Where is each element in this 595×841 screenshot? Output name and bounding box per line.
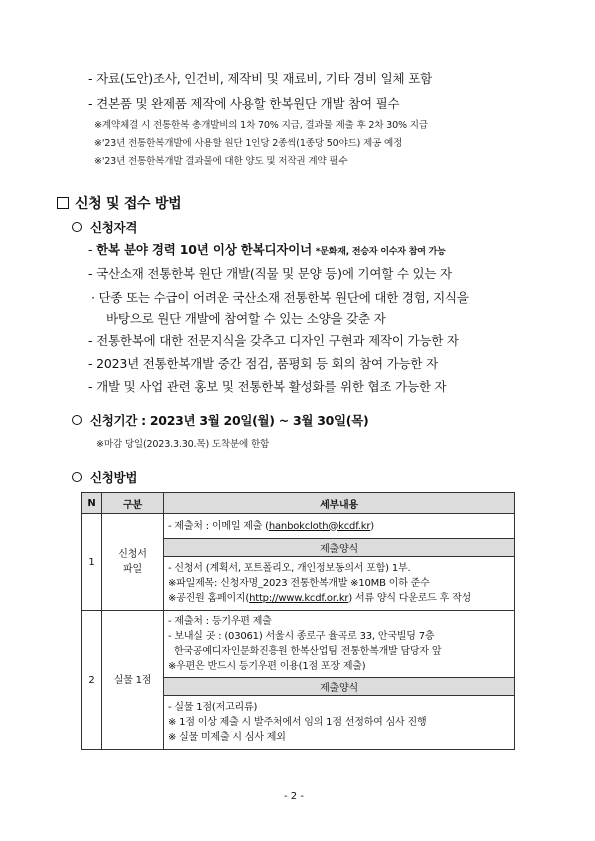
- eligibility-small-note: *문화재, 전승자 이수자 참여 가능: [315, 247, 446, 257]
- detail-line: 한국공예디자인문화진흥원 한복산업팀 전통한복개발 담당자 앞: [168, 646, 442, 657]
- detail-line: - 제출처 : 등기우편 제출: [168, 616, 272, 627]
- method-table: [81, 492, 515, 750]
- eligibility-item: 바탕으로 원단 개발에 참여할 수 있는 소양을 갖춘 자: [106, 311, 386, 326]
- section-title: [57, 193, 181, 213]
- method-heading-text: 신청방법: [90, 470, 138, 485]
- format-label: 제출양식: [164, 678, 515, 696]
- period-heading-text: 신청기간 : 2023년 3월 20일(월) ~ 3월 30일(목): [90, 413, 369, 428]
- method-heading: [72, 468, 137, 486]
- category-line: 실물 1점: [113, 674, 152, 686]
- column-header: N: [82, 493, 102, 514]
- bullet-text: - 견본품 및 완제품 제작에 사용할 한복원단 개발 참여 필수: [88, 96, 400, 111]
- circle-bullet-icon: [72, 222, 82, 232]
- eligibility-heading-text: 신청자격: [90, 220, 138, 235]
- detail-text: ※공진원 홈페이지(: [168, 593, 250, 604]
- note-text: ※'23년 전통한복개발 결과물에 대한 양도 및 저작권 계약 필수: [94, 156, 348, 167]
- eligibility-bold-text: 한복 분야 경력 10년 이상 한복디자이너: [96, 242, 312, 257]
- category-line: 파일: [123, 564, 142, 575]
- detail-cell: [164, 514, 515, 539]
- detail-line: [168, 519, 510, 534]
- page-number: - 2 -: [284, 791, 304, 802]
- period-heading: [72, 411, 368, 429]
- detail-line: ※ 실물 미제출 시 심사 제외: [168, 732, 286, 743]
- detail-cell: [164, 696, 515, 750]
- eligibility-heading: [72, 218, 137, 236]
- table-row: [82, 611, 515, 678]
- table-header-row: [82, 493, 515, 514]
- detail-line: ※ 1점 이상 제출 시 발주처에서 임의 1점 선정하여 심사 진행: [168, 717, 427, 728]
- eligibility-item: - 2023년 전통한복개발 중간 점검, 품평회 등 회의 참여 가능한 자: [88, 356, 438, 371]
- row-number: 2: [82, 611, 102, 750]
- row-number: 1: [82, 514, 102, 611]
- row-category: [102, 514, 164, 611]
- detail-line: - 신청서 (계획서, 포트폴리오, 개인정보동의서 포함) 1부.: [168, 563, 411, 574]
- website-link[interactable]: http://www.kcdf.or.kr: [249, 593, 349, 604]
- detail-cell: [164, 611, 515, 678]
- note-text: ※계약체결 시 전통한복 총개발비의 1차 70% 지급, 결과물 제출 후 2차 30% 지급: [94, 120, 428, 131]
- detail-text: - 제출처 : 이메일 제출 (: [168, 520, 269, 532]
- section-title-text: 신청 및 접수 방법: [75, 196, 182, 212]
- circle-bullet-icon: [72, 415, 82, 425]
- row-category: [102, 611, 164, 750]
- detail-line: ※파일제목: 신청자명_2023 전통한복개발 ※10MB 이하 준수: [168, 578, 430, 589]
- category-line: 신청서: [118, 549, 147, 560]
- detail-text: ): [370, 520, 374, 532]
- eligibility-item: - 개발 및 사업 관련 홍보 및 전통한복 활성화를 위한 협조 가능한 자: [88, 379, 447, 394]
- circle-bullet-icon: [72, 472, 82, 482]
- note-text: ※'23년 전통한복개발에 사용할 원단 1인당 2종씩(1종당 50야드) 제공 예정: [94, 138, 403, 149]
- table-row: [82, 514, 515, 539]
- eligibility-item: - 전통한복에 대한 전문지식을 갖추고 디자인 구현과 제작이 가능한 자: [88, 333, 459, 348]
- format-label: 제출양식: [164, 539, 515, 557]
- column-header: 세부내용: [164, 493, 515, 514]
- email-link[interactable]: hanbokcloth@kcdf.kr: [268, 520, 371, 532]
- detail-line: ※우편은 반드시 등기우편 이용(1점 포장 제출): [168, 661, 366, 672]
- detail-line: [168, 591, 510, 606]
- detail-line: - 보내실 곳 : (03061) 서울시 종로구 율곡로 33, 안국빌딩 7층: [168, 631, 435, 642]
- dash-mark: -: [88, 242, 97, 257]
- eligibility-item-main: [88, 240, 446, 258]
- eligibility-item: - 국산소재 전통한복 원단 개발(직물 및 문양 등)에 기여할 수 있는 자: [88, 266, 452, 281]
- bullet-text: - 자료(도안)조사, 인건비, 제작비 및 재료비, 기타 경비 일체 포함: [88, 71, 432, 86]
- detail-text: ) 서류 양식 다운로드 후 작성: [348, 593, 471, 604]
- period-note: ※마감 당일(2023.3.30.목) 도착분에 한함: [96, 439, 270, 450]
- detail-line: - 실물 1점(저고리류): [168, 702, 258, 713]
- detail-cell: [164, 557, 515, 611]
- column-header: 구분: [102, 493, 164, 514]
- checkbox-square-icon: [57, 197, 69, 209]
- eligibility-item: · 단종 또는 수급이 어려운 국산소재 전통한복 원단에 대한 경험, 지식을: [91, 290, 469, 305]
